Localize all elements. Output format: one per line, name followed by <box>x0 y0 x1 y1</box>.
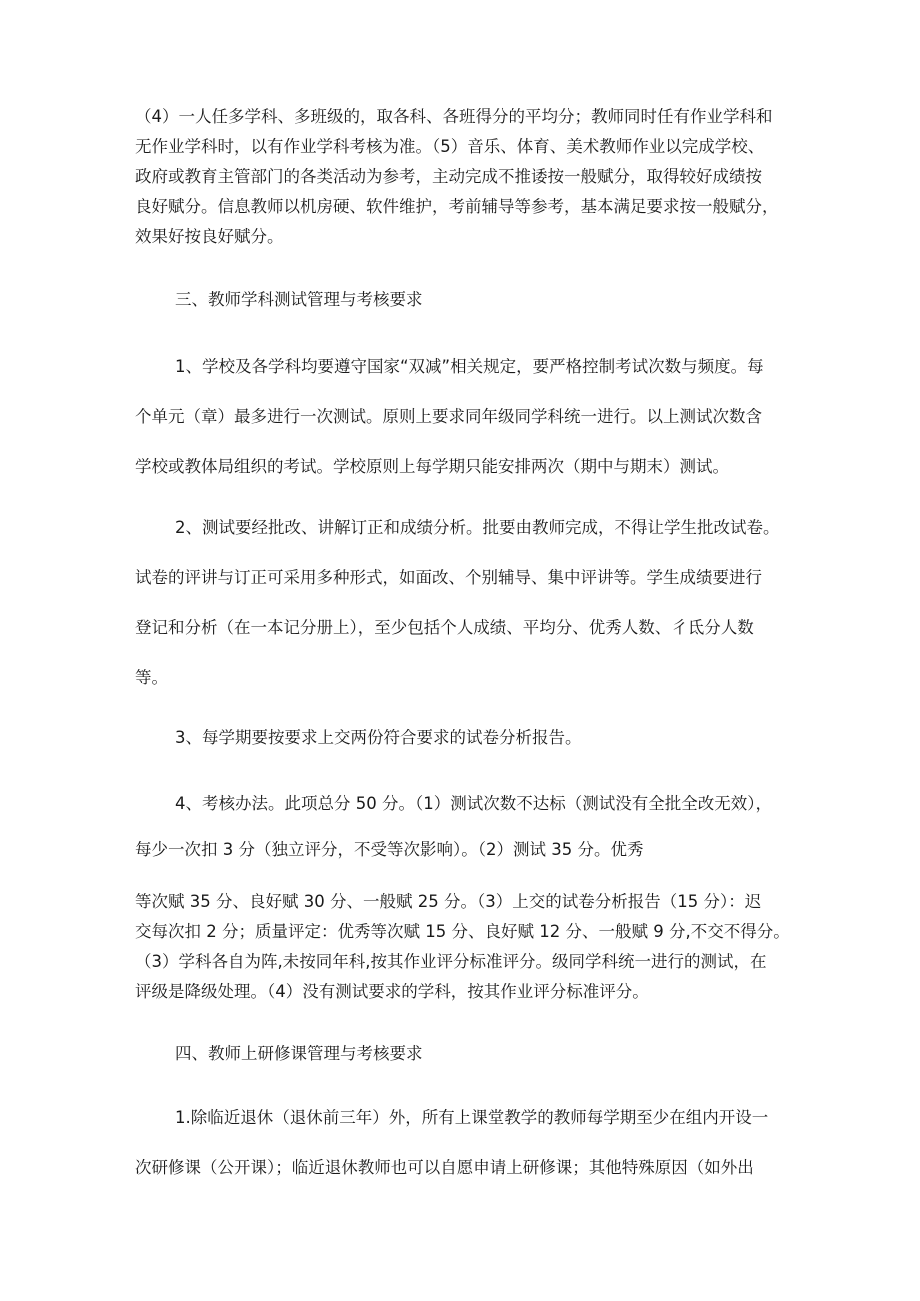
text-line: 个单元（章）最多进行一次测试。原则上要求同年级同学科统一进行。以上测试次数含 <box>135 407 762 426</box>
text-line: 3、每学期要按要求上交两份符合要求的试卷分析报告。 <box>175 728 582 747</box>
section-title: 三、教师学科测试管理与考核要求 <box>175 290 423 309</box>
text-line: 每少一次扣 3 分（独立评分，不受等次影响）。（2）测试 35 分。优秀 <box>135 840 644 859</box>
text-line: 1、学校及各学科均要遵守国家“双减”相关规定，要严格控制考试次数与频度。每 <box>175 357 764 376</box>
text-line: 登记和分析（在一本记分册上），至少包括个人成绩、平均分、优秀人数、彳氐分人数 <box>135 618 754 637</box>
text-line: 评级是降级处理。（4）没有测试要求的学科，按其作业评分标准评分。 <box>135 982 649 1001</box>
text-line: 良好赋分。信息教师以机房硬、软件维护，考前辅导等参考，基本满足要求按一般赋分， <box>135 197 779 216</box>
text-line: 无作业学科时，以有作业学科考核为准。（5）音乐、体育、美术教师作业以完成学校、 <box>135 137 765 156</box>
text-line: 试卷的评讲与订正可采用多种形式，如面改、个别辅导、集中评讲等。学生成绩要进行 <box>135 568 762 587</box>
text-line: （3）学科各自为阵,未按同年科,按其作业评分标准评分。级同学科统一进行的测试，在 <box>135 952 767 971</box>
section-title: 四、教师上研修课管理与考核要求 <box>175 1044 423 1063</box>
text-line: 交每次扣 2 分；质量评定：优秀等次赋 15 分、良好赋 12 分、一般赋 9 分,不交不得分。 <box>135 922 790 941</box>
text-line: 学校或教体局组织的考试。学校原则上每学期只能安排两次（期中与期末）测试。 <box>135 457 729 476</box>
text-line: 次研修课（公开课）；临近退休教师也可以自愿申请上研修课；其他特殊原因（如外出 <box>135 1158 754 1177</box>
text-line: 政府或教育主管部门的各类活动为参考，主动完成不推诿按一般赋分，取得较好成绩按 <box>135 167 762 186</box>
text-line: 等次赋 35 分、良好赋 30 分、一般赋 25 分。（3）上交的试卷分析报告（15 分）：迟 <box>135 892 762 911</box>
text-line: 1.除临近退休（退休前三年）外，所有上课堂教学的教师每学期至少在组内开设一 <box>175 1108 769 1127</box>
text-line: 等。 <box>135 668 168 687</box>
text-line: 效果好按良好赋分。 <box>135 227 284 246</box>
text-line: （4）一人任多学科、多班级的，取各科、各班得分的平均分；教师同时任有作业学科和 <box>135 107 773 126</box>
text-line: 2、测试要经批改、讲解订正和成绩分析。批要由教师完成，不得让学生批改试卷。 <box>175 518 780 537</box>
text-line: 4、考核办法。此项总分 50 分。（1）测试次数不达标（测试没有全批全改无效）， <box>175 794 772 813</box>
